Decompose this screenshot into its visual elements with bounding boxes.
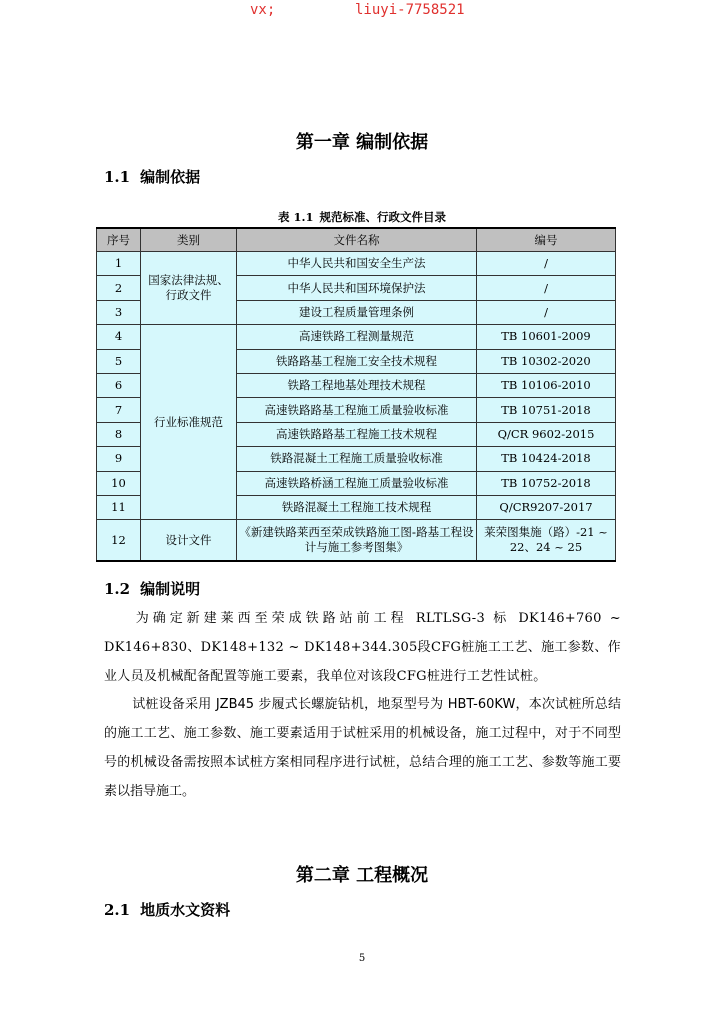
row-doc-name: 高速铁路桥涵工程施工质量验收标准 [237,471,477,495]
section-title: 编制依据 [140,168,201,186]
row-code: Q/CR 9602-2015 [477,422,616,446]
section-1-2-heading [104,578,200,599]
row-doc-name: 铁路混凝土工程施工技术规程 [237,495,477,519]
row-doc-name: 铁路混凝土工程施工质量验收标准 [237,447,477,471]
section-number: 1.1 [104,168,131,186]
table-header-row [97,228,616,252]
row-no: 5 [97,349,141,373]
row-code: TB 10751-2018 [477,398,616,422]
header-doc-name: 文件名称 [237,228,477,252]
chapter-2-title: 第二章 工程概况 [295,865,429,886]
row-no: 2 [97,276,141,300]
para1-text: 桩施工工艺、施工参数、作业人员及机械配备配置等施工要素，我单位对该段 [104,640,621,684]
row-code: / [477,300,616,324]
table-row [97,520,616,562]
category-cell: 国家法律法规、行政文件 [141,252,237,325]
row-code: TB 10302-2020 [477,349,616,373]
row-code: TB 10424-2018 [477,447,616,471]
watermark [0,2,724,22]
row-code: TB 10106-2010 [477,373,616,397]
chapter-1-title: 第一章 编制依据 [295,132,429,153]
section-title: 编制说明 [140,580,201,598]
row-code: TB 10601-2009 [477,325,616,349]
row-doc-name: 建设工程质量管理条例 [237,300,477,324]
row-code: Q/CR9207-2017 [477,495,616,519]
row-doc-name: 高速铁路路基工程施工质量验收标准 [237,398,477,422]
paragraph-1 [104,604,621,691]
section-1-1-heading [104,166,200,187]
paragraph-2 [104,690,621,806]
row-no: 1 [97,252,141,276]
para1-text: 标 [493,611,511,626]
row-doc-name: 铁路工程地基处理技术规程 [237,373,477,397]
section-number: 1.2 [104,580,131,598]
watermark-right-text: liuyi-7758521 [355,2,465,18]
row-doc-name: 中华人民共和国安全生产法 [237,252,477,276]
row-no: 11 [97,495,141,519]
table-caption-number: 表 1.1 [277,210,314,224]
table-row [97,325,616,349]
para1-text: 为确定新建莱西至荣成铁路站前工程 [132,611,408,626]
row-code: / [477,276,616,300]
para1-mileage: DK146+760 ~ DK146+830、DK148+132 ~ DK148+344.305 [104,611,622,655]
row-doc-name: 铁路路基工程施工安全技术规程 [237,349,477,373]
para1-text: 桩进行工艺性试桩。 [426,669,547,684]
page-number: 5 [358,953,366,964]
row-no: 6 [97,373,141,397]
row-no: 4 [97,325,141,349]
table-caption-text: 规范标准、行政文件目录 [319,210,446,224]
header-code: 编号 [477,228,616,252]
section-number: 2.1 [104,901,131,919]
row-doc-name: 高速铁路工程测量规范 [237,325,477,349]
header-category: 类别 [141,228,237,252]
table-caption [0,209,724,225]
para1-cfg: CFG [396,669,427,684]
row-code: TB 10752-2018 [477,471,616,495]
row-no: 3 [97,300,141,324]
watermark-left-text: vx; [250,2,276,18]
row-no: 7 [97,398,141,422]
spec-table [96,227,616,562]
para1-cfg: CFG [430,640,462,655]
para2-text: 试桩设备采用 JZB45 步履式长螺旋钻机，地泵型号为 HBT-60KW，本次试桩所总结的施工工艺、施工参数、施工要素适用于试桩采用的机械设备，施工过程中，对于不同型号的机械设备需按照本试桩方案相同程序进行试桩，总结合理的施工工艺、参数等施工要素以指导施工。 [104,697,621,799]
section-2-1-heading [104,899,230,920]
row-no: 10 [97,471,141,495]
row-doc-name: 《新建铁路莱西至荣成铁路施工图-路基工程设计与施工参考图集》 [237,520,477,562]
para1-section-code: RLTLSG-3 [415,611,486,626]
row-doc-name: 中华人民共和国环境保护法 [237,276,477,300]
row-no: 12 [97,520,141,562]
header-no: 序号 [97,228,141,252]
row-no: 8 [97,422,141,446]
row-code: / [477,252,616,276]
table-row [97,252,616,276]
row-doc-name: 高速铁路路基工程施工技术规程 [237,422,477,446]
para1-text: 段 [417,640,431,655]
category-cell: 行业标准规范 [141,325,237,520]
row-code: 莱荣图集施（路）-21 ~ 22、24 ~ 25 [477,520,616,562]
row-no: 9 [97,447,141,471]
section-title: 地质水文资料 [140,901,231,919]
category-cell: 设计文件 [141,520,237,562]
